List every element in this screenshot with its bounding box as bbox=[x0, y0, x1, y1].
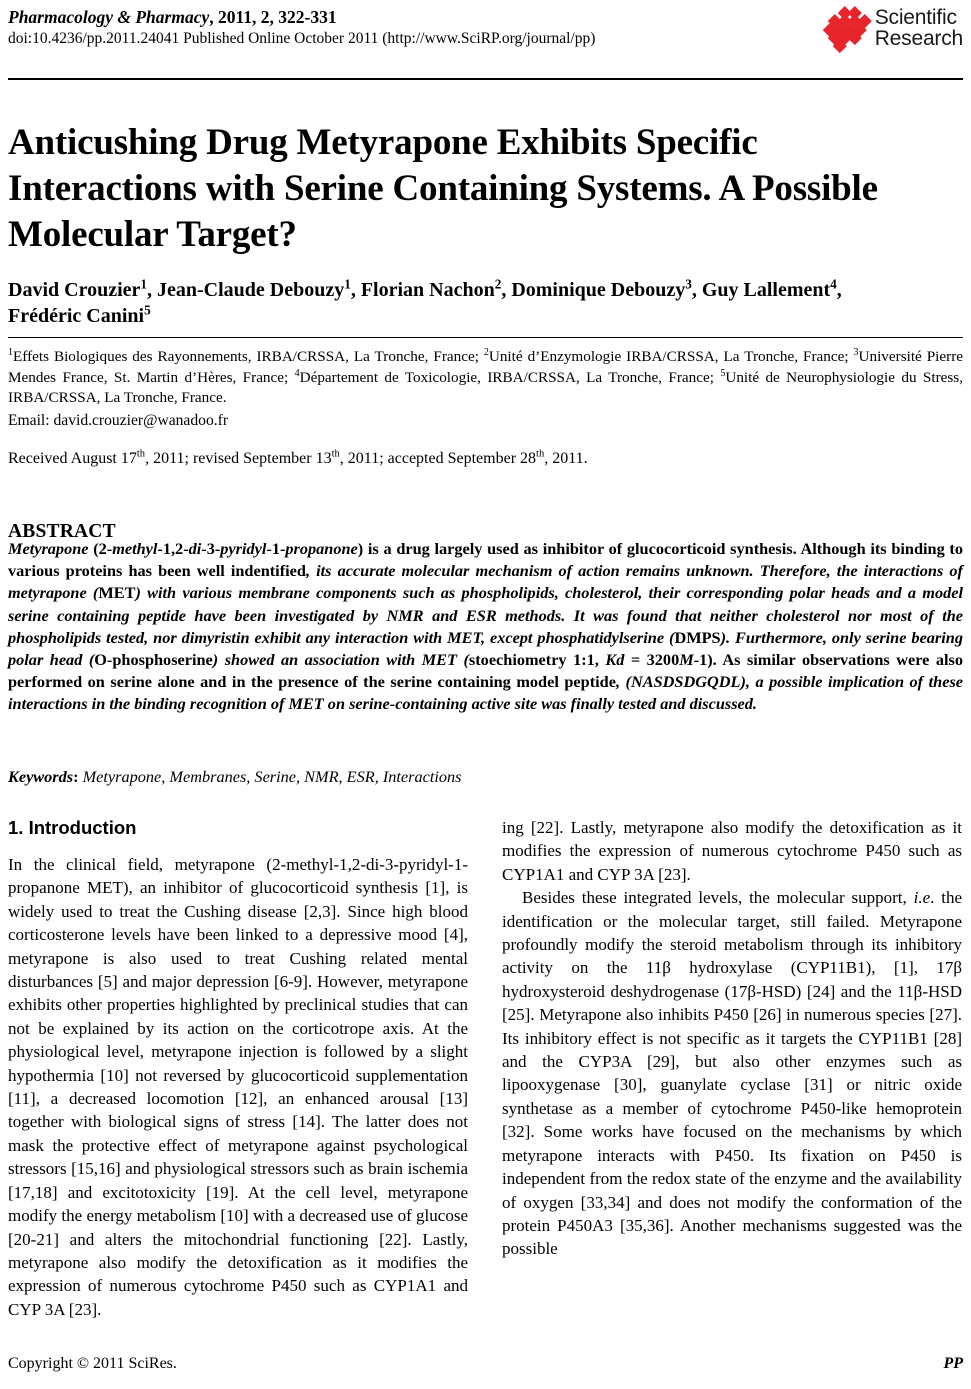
para2-seg-b: . the identification or the molecular target, still failed. Metyrapone profoundly modify the steroid metabolism through its inhibitory activity on the 11β hydroxylase (CYP11B1), [1], 17β hydroxysteroid deshydrogenase (17β-HSD) [24] and the 11β-HSD [25]. Metyrapone also inhibits P450 [26] in numerous species [27]. Its inhibitory effect is not specific as it targets the CYP11B1 [28] and the CYP3A [29], but also other enzymes such as lipooxygenase [30], guanylate cyclase [31] or nitric oxide synthetase as a member of cytochrome P450-like hemoprotein [32]. Some works have focused on the mechanisms by which metyrapone interacts with P450. Its fixation on P450 is independent from the redox state of the enzyme and the availability of oxygen [33,34] and does not modify the conformation of the protein P450A3 [35,36]. Another mechanisms suggested was the possible bbox=[502, 888, 962, 1259]
abstract-seg-21: , only serine bearing polar head ( bbox=[8, 627, 963, 670]
masthead-text-block bbox=[8, 6, 595, 49]
abstract-seg-4: -1,2- bbox=[157, 539, 189, 558]
copyright-notice: Copyright © 2011 SciRes. bbox=[8, 1355, 177, 1372]
abstract-seg-18: , except phosphatidylserine ( bbox=[480, 627, 675, 647]
author-3-affil-marker: 2 bbox=[494, 276, 502, 292]
affil-text-4: Département de Toxicologie, IRBA/CRSSA, La Tronche, France; bbox=[299, 368, 721, 386]
affil-text-2: Unité d’Enzymologie IRBA/CRSSA, La Tronche, France; bbox=[488, 348, 854, 365]
para2-ie-abbrev: i.e bbox=[913, 888, 931, 908]
abstract-seg-20: ). Furthermore bbox=[720, 627, 823, 647]
column-left bbox=[8, 816, 468, 1319]
publisher-name bbox=[875, 7, 963, 50]
abstract-seg-15: , cholesterol bbox=[554, 583, 639, 603]
author-5-affil-marker: 4 bbox=[830, 276, 837, 292]
abstract-seg-33: ), a possible implication of these interactions in the binding recognition of MET on serine-containing active site was finally tested and discussed. bbox=[8, 672, 964, 714]
para2-seg-a: Besides these integrated levels, the molecular support, bbox=[522, 888, 914, 908]
author-2: , Jean-Claude Debouzy bbox=[147, 279, 345, 301]
corresponding-email[interactable]: Email: david.crouzier@wanadoo.fr bbox=[8, 411, 229, 429]
affil-text-1: Effets Biologiques des Rayonnements, IRBA/CRSSA, La Tronche, France; bbox=[13, 348, 484, 365]
affil-marker-2: 2 bbox=[483, 346, 489, 358]
author-5: , Guy Lallement bbox=[691, 279, 831, 301]
abstract-seg-8: -1- bbox=[266, 539, 286, 558]
affil-marker-4: 4 bbox=[294, 367, 300, 379]
affil-marker-5: 5 bbox=[720, 367, 726, 379]
affil-marker-3: 3 bbox=[853, 346, 859, 358]
affil-text-5: Unité de Neurophysiologie du Stress, IRBA/CRSSA, La Tronche, France. bbox=[8, 368, 963, 406]
accepted-date-text: , 2011; accepted September 28 bbox=[339, 450, 537, 467]
publisher-name-line2: Research bbox=[874, 27, 963, 50]
publisher-name-line1: Scientific bbox=[874, 5, 957, 29]
abstract-seg-9: propanone bbox=[285, 539, 358, 558]
abstract-text bbox=[8, 538, 963, 716]
abstract-seg-29: M bbox=[679, 650, 694, 670]
abstract-heading: ABSTRACT bbox=[8, 521, 116, 543]
keywords-line bbox=[8, 766, 963, 788]
affiliation-divider bbox=[8, 337, 963, 338]
author-list bbox=[8, 277, 963, 329]
publisher-logo bbox=[824, 6, 963, 50]
page-footer bbox=[8, 1355, 963, 1373]
abstract-seg-5: di bbox=[188, 539, 202, 558]
received-ordinal-3: th bbox=[536, 448, 545, 460]
abstract-seg-22: O-phosphoserine bbox=[94, 650, 213, 670]
author-1: David Crouzier bbox=[8, 279, 141, 301]
affil-marker-1: 1 bbox=[8, 346, 14, 358]
abstract-seg-28: = 3200 bbox=[624, 650, 680, 670]
author-separator: , bbox=[836, 279, 842, 301]
affil-text-3: Université Pierre Mendes France, St. Martin d’Hères, France; bbox=[8, 348, 963, 386]
author-4-affil-marker: 3 bbox=[685, 276, 692, 292]
paper-title: Anticushing Drug Metyrapone Exhibits Specific Interactions with Serine Containing Systems. A Possible Molecular Target? bbox=[8, 121, 878, 255]
abstract-seg-6: -3- bbox=[201, 539, 221, 558]
abstract-seg-13: MET bbox=[98, 583, 136, 603]
section-heading-introduction: 1. Introduction bbox=[8, 817, 137, 838]
diamond-lattice-icon bbox=[824, 6, 870, 50]
paragraph-intro-1-cont: ing [22]. Lastly, metyrapone also modify the detoxification as it modifies the expression of numerous cytochrome P450 such as CYP1A1 and CYP 3A [23]. bbox=[502, 818, 962, 884]
keywords-values: Metyrapone, Membranes, Serine, NMR, ESR, Interactions bbox=[78, 767, 462, 786]
received-ordinal-1: th bbox=[136, 448, 146, 460]
paragraph-intro-2 bbox=[502, 886, 962, 1261]
paragraph-intro-1: In the clinical field, metyrapone (2-methyl-1,2-di-3-pyridyl-1-propanone MET), an inhibitor of glucocorticoid synthesis [1], is widely used to treat the Cushing disease [2,3]. Since high blood corticosterone levels have been linked to a depressive mood [4], metyrapone is also used to treat Cushing related mental disturbances [5] and major depression [6-9]. However, metyrapone exhibits other properties highlighted by preclinical studies that can not be explained by its action on the corticotrope axis. At the physiological level, metyrapone injection is followed by a slight hypothermia [10] not reversed by glucocorticoid supplementation [11], a decreased locomotion [12], an enhanced arousal [13] together with biological signs of stress [14]. The latter does not mask the protective effect of metyrapone against psychological stressors [15,16] and physiological stressors such as brain ischemia [17,18] and excitotoxicity [19]. At the cell level, metyrapone modify the energy metabolism [10] with a decreased use of glucose [20-21] and alters the mitochondrial functioning [22]. Lastly, metyrapone also modify the detoxification as it modifies the expression of numerous cytochrome P450 such as CYP1A1 and CYP 3A [23]. bbox=[8, 855, 468, 1319]
keywords-label: Keywords bbox=[8, 767, 74, 786]
abstract-seg-30: -1). As similar observations were also performed on serine alone and in the presence of the serine containing model peptide bbox=[8, 650, 964, 692]
abstract-seg-32: NASDSDGQDL bbox=[630, 672, 741, 692]
abstract-seg-17: , nor dimyristin exhibit any interaction with MET bbox=[144, 627, 481, 647]
abstract-seg-11: , its accurate molecular mechanism of action remains unknown. Therefore bbox=[305, 561, 827, 581]
journal-citation-line bbox=[8, 6, 595, 28]
author-6: Frédéric Canini bbox=[8, 305, 145, 327]
abstract-seg-19: DMPS bbox=[674, 627, 721, 647]
doi-line: doi:10.4236/pp.2011.24041 Published Online October 2011 (http://www.SciRP.org/journal/pp) bbox=[8, 30, 596, 47]
journal-name: Pharmacology & Pharmacy bbox=[8, 7, 210, 27]
masthead-divider bbox=[8, 78, 963, 80]
revised-date-text: , 2011; revised September 13 bbox=[145, 450, 332, 467]
affiliation-block bbox=[8, 347, 963, 431]
journal-volume-pages: , 2011, 2, 322-331 bbox=[209, 7, 337, 27]
abstract-seg-2: (2- bbox=[88, 539, 113, 558]
abstract-seg-31: , ( bbox=[615, 672, 631, 692]
abstract-seg-25: 1:1 bbox=[566, 650, 595, 670]
abstract-seg-14: ) with various membrane components such as phospholipids bbox=[135, 583, 555, 603]
dates-tail: , 2011. bbox=[544, 450, 588, 467]
abstract-seg-1: Metyrapone bbox=[8, 539, 89, 558]
author-6-affil-marker: 5 bbox=[144, 302, 151, 318]
abstract-seg-26: , bbox=[594, 650, 606, 670]
submission-dates bbox=[8, 448, 963, 469]
received-date-text: Received August 17 bbox=[8, 450, 137, 467]
author-4: , Dominique Debouzy bbox=[501, 279, 686, 301]
body-columns bbox=[8, 816, 963, 1319]
masthead bbox=[8, 6, 963, 70]
column-right bbox=[502, 816, 962, 1316]
abstract-seg-12: , the interactions of metyrapone ( bbox=[8, 561, 963, 603]
keywords-colon: : bbox=[73, 767, 79, 786]
abstract-seg-27: Kd bbox=[605, 650, 625, 670]
journal-abbreviation: PP bbox=[943, 1355, 963, 1372]
abstract-seg-16: , their corresponding polar heads and a model serine containing peptide have been investigated by NMR and ESR methods. It was found that neither cholesterol nor most of the phospholipids tested bbox=[8, 583, 963, 647]
abstract-seg-10: ) is a drug largely used as inhibitor of glucocorticoid synthesis. Although its binding to various proteins has been well indentified bbox=[8, 539, 963, 581]
abstract-seg-3: methyl bbox=[112, 539, 158, 558]
abstract-seg-7: pyridyl bbox=[220, 539, 267, 558]
received-ordinal-2: th bbox=[331, 448, 340, 460]
abstract-seg-24: stoechiometry bbox=[468, 650, 567, 670]
abstract-seg-23: ) showed an association with MET ( bbox=[212, 650, 469, 670]
author-1-affil-marker: 1 bbox=[140, 276, 147, 292]
author-2-affil-marker: 1 bbox=[344, 276, 351, 292]
author-3: , Florian Nachon bbox=[350, 279, 495, 301]
